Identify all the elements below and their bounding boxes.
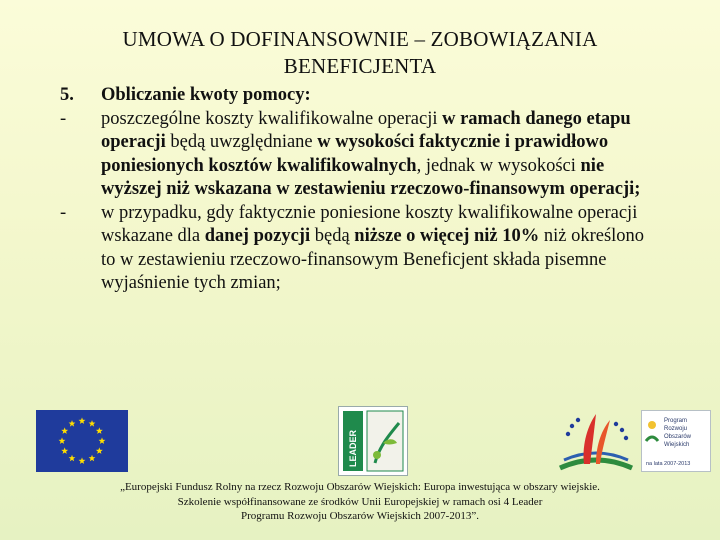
eu-star-icon bbox=[96, 427, 103, 434]
eu-star-icon bbox=[61, 447, 68, 454]
leader-label: LEADER bbox=[348, 429, 358, 467]
eu-stars-icon bbox=[36, 410, 128, 472]
eu-star-icon bbox=[96, 447, 103, 454]
text-run-bold: niższe o więcej niż 10% bbox=[354, 226, 540, 246]
prow-logo bbox=[641, 410, 711, 472]
prow-years: na lata 2007-2013 bbox=[646, 461, 691, 467]
text-run: będą uwzględniane bbox=[165, 132, 318, 152]
footer-note bbox=[60, 480, 660, 524]
page-title bbox=[60, 26, 660, 80]
leader-emblem-icon bbox=[339, 407, 407, 475]
eu-star-icon bbox=[61, 427, 68, 434]
text-run-bold: w ramach danego etapu operacji bbox=[101, 108, 631, 152]
eu-star-icon bbox=[79, 417, 86, 424]
bullet-text bbox=[101, 202, 660, 296]
text-run: w przypadku, gdy faktycznie poniesione koszty kwalifikowalne operacji wskazane dla bbox=[101, 202, 638, 246]
eu-star-icon bbox=[69, 455, 76, 462]
text-run-bold: w wysokości faktycznie i prawidłowo poniesionych kosztów kwalifikowalnych bbox=[101, 132, 609, 176]
footer-line-2: Szkolenie współfinansowane ze środków Unii Europejskiej w ramach osi 4 Leader bbox=[177, 495, 543, 508]
prow-program-icon bbox=[642, 411, 710, 471]
bullet-marker: - bbox=[60, 202, 67, 223]
text-run: poszczególne koszty kwalifikowalne operacji bbox=[101, 108, 443, 129]
eu-star-icon bbox=[89, 455, 96, 462]
eu-star-icon bbox=[89, 420, 96, 427]
footer-line-3: Programu Rozwoju Obszarów Wiejskich 2007-2013”. bbox=[241, 510, 479, 522]
prow-line-4: Wiejskich bbox=[664, 442, 690, 448]
prow-line-1: Program bbox=[664, 418, 688, 424]
bullet-marker: - bbox=[60, 108, 67, 129]
leader-logo bbox=[338, 406, 408, 476]
section-heading-row bbox=[60, 84, 660, 108]
text-run: , jednak w wysokości bbox=[416, 155, 581, 176]
bullet-item-1 bbox=[60, 108, 660, 202]
text-run: niż określono to w zestawieniu rzeczowo-finansowym Beneficjent składa pisemne wyjaśnienie tych zmian; bbox=[101, 226, 645, 293]
logo-strip bbox=[0, 404, 720, 476]
eu-star-icon bbox=[79, 457, 86, 464]
text-run-bold: nie wyższej niż wskazana w zestawieniu rzeczowo-finansowym operacji; bbox=[101, 155, 641, 199]
eu-star-icon bbox=[69, 420, 76, 427]
bullet-item-2 bbox=[60, 202, 660, 296]
section-heading: Obliczanie kwoty pomocy: bbox=[101, 85, 311, 105]
eu-flag-logo bbox=[36, 410, 128, 472]
section-content bbox=[60, 84, 660, 296]
eu-star-icon bbox=[99, 437, 106, 444]
wheat-sun-icon bbox=[556, 408, 636, 474]
bullet-text bbox=[101, 108, 660, 202]
prow-line-3: Obszarów bbox=[664, 434, 692, 440]
agri-fund-logo bbox=[556, 408, 636, 474]
eu-star-icon bbox=[59, 437, 66, 444]
text-run-bold: danej pozycji bbox=[204, 226, 311, 246]
title-line-2: BENEFICJENTA bbox=[283, 54, 437, 78]
section-number: 5. bbox=[60, 85, 74, 105]
title-line-1: UMOWA O DOFINANSOWNIE – ZOBOWIĄZANIA bbox=[122, 27, 598, 51]
footer-line-1: „Europejski Fundusz Rolny na rzecz Rozwoju Obszarów Wiejskich: Europa inwestująca w obszary wiejskie. bbox=[120, 481, 600, 493]
prow-line-2: Rozwoju bbox=[664, 426, 688, 432]
text-run: będą bbox=[310, 226, 355, 246]
